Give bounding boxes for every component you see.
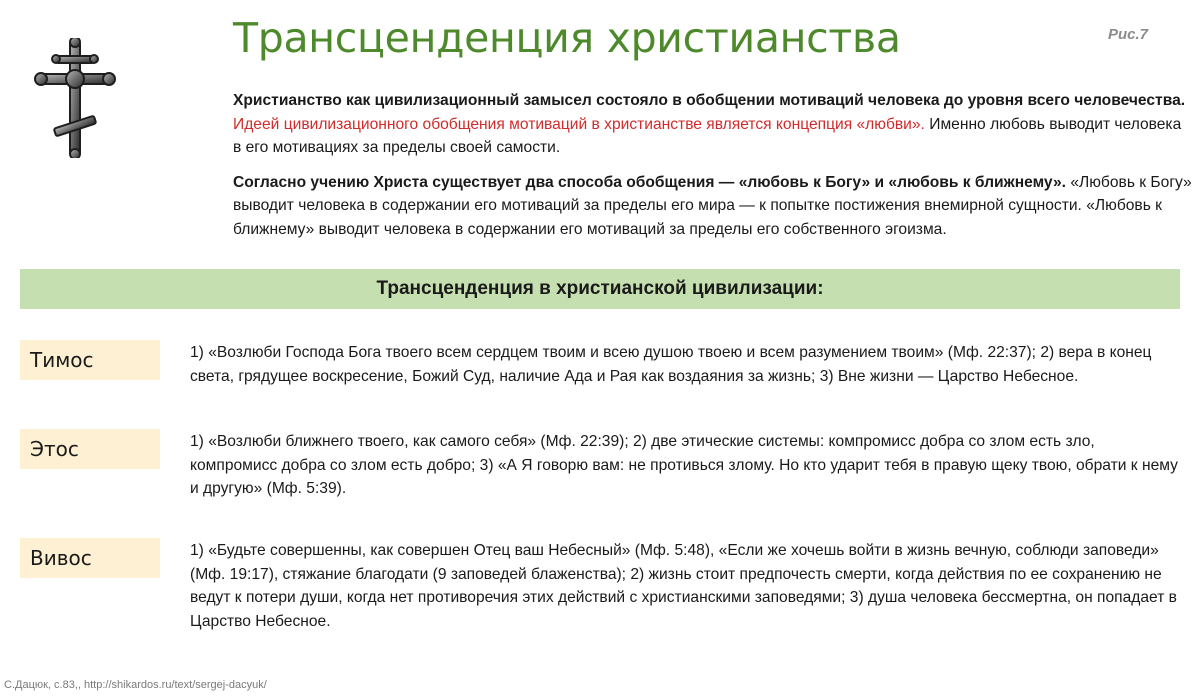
intro-p2-rest: «Любовь к Богу» выводит человека в содержании его мотиваций за пределы его мира — к попытке постижения внемирной сущности. «Любовь к ближнему» выводит человека в содержании его мотиваций за пределы его собственного эгоизма.	[233, 173, 1192, 238]
intro-paragraph-2	[233, 171, 1193, 242]
orthodox-cross-icon	[34, 38, 116, 158]
row-text-etos: 1) «Возлюби ближнего твоего, как самого себя» (Мф. 22:39); 2) две этические системы: компромисс добра со злом есть зло, компромисс добра со злом есть добро; 3) «А Я говорю вам: не противься злому. Но кто ударит тебя в правую щеку твою, обрати к нему и другую» (Мф. 5:39).	[190, 433, 1178, 497]
intro-text	[233, 89, 1193, 252]
intro-p2-bold: Согласно учению Христа существует два способа обобщения — «любовь к Богу» и «любовь к ближнему».	[233, 173, 1066, 191]
intro-paragraph-1	[233, 89, 1193, 160]
row-label-timos: Тимос	[20, 340, 160, 380]
intro-p1-highlight: Идеей цивилизационного обобщения мотиваций в христианстве является концепция «любви».	[233, 115, 925, 133]
page-title: Трансценденция христианства	[233, 14, 901, 62]
intro-p1-rest: Именно любовь выводит человека в его мотивациях за пределы своей самости.	[233, 115, 1182, 156]
row-label-etos: Этос	[20, 429, 160, 469]
row-text-timos: 1) «Возлюби Господа Бога твоего всем сердцем твоим и всею душою твоею и всем разумением твоим» (Мф. 22:37); 2) вера в конец света, грядущее воскресение, Божий Суд, наличие Ада и Рая как воздаяния за жизнь; 3) Вне жизни — Царство Небесное.	[190, 344, 1152, 385]
figure-label: Рис.7	[1108, 26, 1149, 43]
section-banner: Трансценденция в христианской цивилизации:	[20, 269, 1180, 309]
source-footer: С.Дацюк, с.83,, http://shikardos.ru/text/sergej-dacyuk/	[4, 679, 267, 691]
intro-p1-bold: Христианство как цивилизационный замысел состояло в обобщении мотиваций человека до уровня всего человечества.	[233, 92, 1186, 109]
row-label-vivos: Вивос	[20, 538, 160, 578]
row-text-vivos: 1) «Будьте совершенны, как совершен Отец ваш Небесный» (Мф. 5:48), «Если же хочешь войти в жизнь вечную, соблюди заповеди» (Мф. 19:17), стяжание благодати (9 заповедей блаженства); 2) жизнь стоит предпочесть смерти, когда действия по ее сохранению не ведут к потери души, когда нет противоречия этих действий с христианскими заповедями; 3) душа человека бессмертна, он попадает в Царство Небесное.	[190, 542, 1177, 630]
